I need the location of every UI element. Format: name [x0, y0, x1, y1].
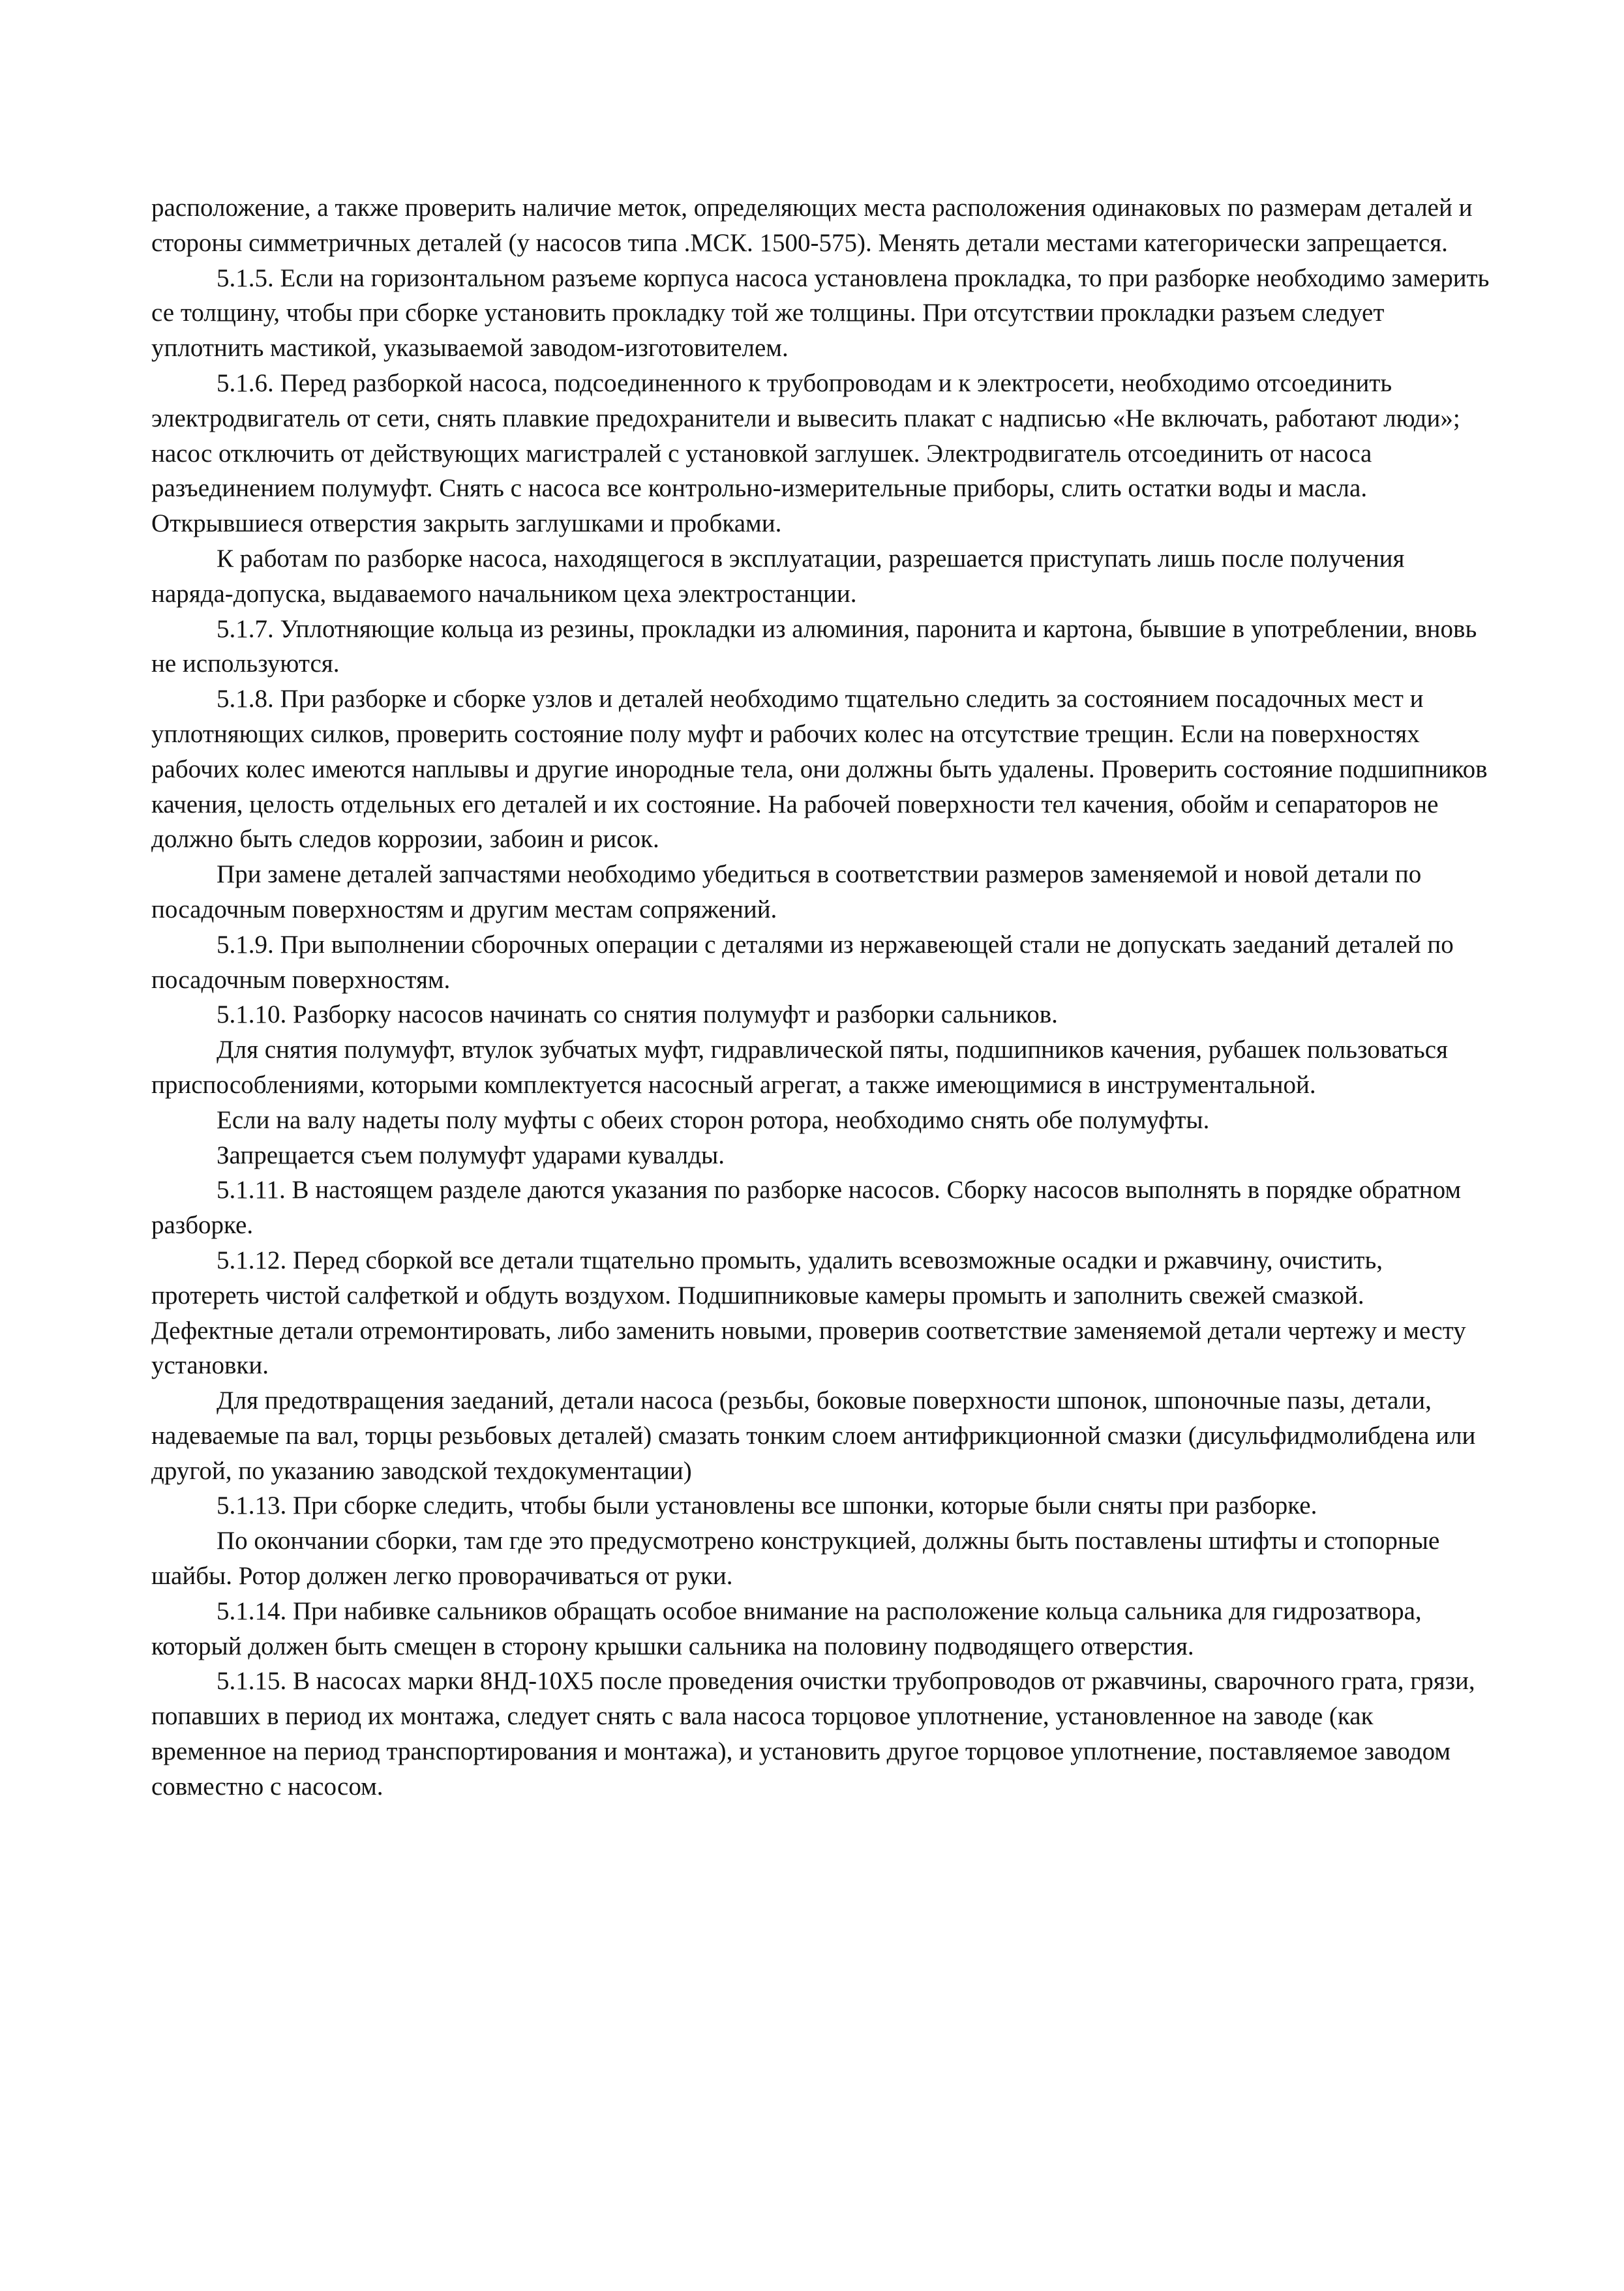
paragraph-continuation: расположение, а также проверить наличие меток, определяющих места расположения одинаковых по размерам деталей и стороны симметричных деталей (у насосов типа .МСК. 1500-575). Менять детали местами категорически запрещается. [151, 194, 1473, 257]
paragraph-assembly-end: По окончании сборки, там где это предусмотрено конструкцией, должны быть поставлены штифты и стопорные шайбы. Ротор должен легко проворачиваться от руки. [151, 1527, 1440, 1591]
paragraph-sledgehammer-ban: Запрещается съем полумуфт ударами кувалды. [217, 1141, 725, 1169]
paragraph-5-1-5: 5.1.5. Если на горизонтальном разъеме корпуса насоса установлена прокладка, то при разборке необходимо замерить се толщину, чтобы при сборке установить прокладку той же толщины. При отсутствии прокладки разъем следует уплотнить мастикой, указываемой заводом-изготовителем. [151, 263, 1490, 363]
paragraph-5-1-6: 5.1.6. Перед разборкой насоса, подсоединенного к трубопроводам и к электросети, необходимо отсоединить электродвигатель от сети, снять плавкие предохранители и вывесить плакат с надписью «Не включать, работают люди»; насос отключить от действующих магистралей с установкой заглушек. Электродвигатель отсоединить от насоса разъединением полумуфт. Снять с насоса все контрольно-измерительные приборы, слить остатки воды и масла. Открывшиеся отверстия закрыть заглушками и пробками. [151, 368, 1460, 538]
paragraph-both-couplings: Если на валу надеты полу муфты с обеих сторон ротора, необходимо снять обе полумуфты. [217, 1105, 1210, 1134]
paragraph-5-1-8: 5.1.8. При разборке и сборке узлов и деталей необходимо тщательно следить за состоянием посадочных мест и уплотняющих силков, проверить состояние полу муфт и рабочих колес на отсутствие трещин. Если на поверхностях рабочих колес имеются наплывы и другие инородные тела, они должны быть удалены. Проверить состояние подшипников качения, целость отдельных его деталей и их состояние. На рабочей поверхности тел качения, обойм и сепараторов не должно быть следов коррозии, забоин и рисок. [151, 685, 1488, 854]
paragraph-5-1-13: 5.1.13. При сборке следить, чтобы были установлены все шпонки, которые были сняты при разборке. [217, 1491, 1317, 1520]
paragraph-5-1-15: 5.1.15. В насосах марки 8НД-10Х5 после проведения очистки трубопроводов от ржавчины, сварочного грата, грязи, попавших в период их монтажа, следует снять с вала насоса торцовое уплотнение, установленное на заводе (как временное на период транспортирования и монтажа), и установить другое торцовое уплотнение, поставляемое заводом совместно с насосом. [151, 1667, 1475, 1801]
paragraph-spare-parts: При замене деталей запчастями необходимо убедиться в соответствии размеров заменяемой и новой детали по посадочным поверхностям и другим местам сопряжений. [151, 860, 1422, 923]
paragraph-5-1-9: 5.1.9. При выполнении сборочных операции с деталями из нержавеющей стали не допускать заеданий деталей по посадочным поверхностям. [151, 930, 1454, 994]
document-page [151, 190, 1490, 1804]
paragraph-5-1-12: 5.1.12. Перед сборкой все детали тщательно промыть, удалить всевозможные осадки и ржавчину, очистить, протереть чистой салфеткой и обдуть воздухом. Подшипниковые камеры промыть и заполнить свежей смазкой. Дефектные детали отремонтировать, либо заменить новыми, проверив соответствие заменяемой детали чертежу и месту установки. [151, 1246, 1466, 1380]
paragraph-work-permit: К работам по разборке насоса, находящегося в эксплуатации, разрешается приступать лишь после получения наряда-допуска, выдаваемого начальником цеха электростанции. [151, 544, 1405, 608]
paragraph-antiseize: Для предотвращения заеданий, детали насоса (резьбы, боковые поверхности шпонок, шпоночные пазы, детали, надеваемые па вал, торцы резьбовых деталей) смазать тонким слоем антифрикционной смазки (дисульфидмолибдена или другой, по указанию заводской техдокументации) [151, 1386, 1476, 1485]
paragraph-5-1-14: 5.1.14. При набивке сальников обращать особое внимание на расположение кольца сальника для гидрозатвора, который должен быть смещен в сторону крышки сальника на половину подводящего отверстия. [151, 1596, 1422, 1660]
paragraph-5-1-11: 5.1.11. В настоящем разделе даются указания по разборке насосов. Сборку насосов выполнять в порядке обратном разборке. [151, 1176, 1462, 1240]
paragraph-5-1-7: 5.1.7. Уплотняющие кольца из резины, прокладки из алюминия, паронита и картона, бывшие в употреблении, вновь не используются. [151, 614, 1477, 678]
paragraph-removal-tools: Для снятия полумуфт, втулок зубчатых муфт, гидравлической пяты, подшипников качения, рубашек пользоваться приспособлениями, которыми комплектуется насосный агрегат, а также имеющимися в инструментальной. [151, 1036, 1448, 1099]
paragraph-5-1-10: 5.1.10. Разборку насосов начинать со снятия полумуфт и разборки сальников. [217, 1000, 1058, 1029]
